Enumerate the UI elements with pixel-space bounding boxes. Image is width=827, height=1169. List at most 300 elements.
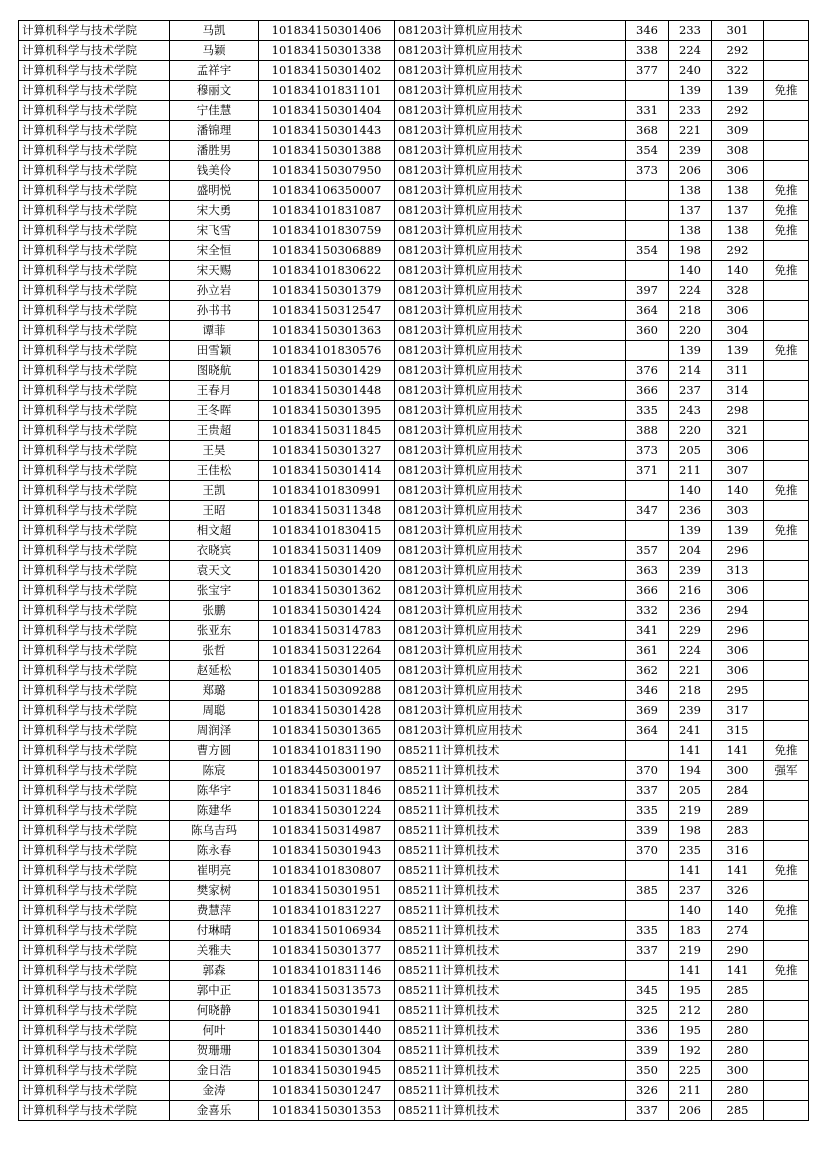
- score-retest-cell: 211: [669, 461, 712, 481]
- score-retest-cell: 205: [669, 781, 712, 801]
- major-cell: 081203计算机应用技术: [395, 141, 626, 161]
- candidate-id-cell: 101834150312547: [259, 301, 395, 321]
- major-cell: 081203计算机应用技术: [395, 121, 626, 141]
- major-cell: 081203计算机应用技术: [395, 701, 626, 721]
- score-final-cell: 289: [712, 801, 764, 821]
- candidate-id-cell: 101834150301941: [259, 1001, 395, 1021]
- college-cell: 计算机科学与技术学院: [19, 321, 170, 341]
- table-row: [19, 661, 809, 681]
- score-final-cell: 298: [712, 401, 764, 421]
- major-cell: 081203计算机应用技术: [395, 241, 626, 261]
- score-final-cell: 306: [712, 581, 764, 601]
- score-total-cell: 388: [626, 421, 669, 441]
- name-cell: 马颖: [170, 41, 259, 61]
- name-cell: 何叶: [170, 1021, 259, 1041]
- candidate-id-cell: 101834150314987: [259, 821, 395, 841]
- major-cell: 081203计算机应用技术: [395, 521, 626, 541]
- score-retest-cell: 194: [669, 761, 712, 781]
- name-cell: 周聪: [170, 701, 259, 721]
- candidate-id-cell: 101834101830759: [259, 221, 395, 241]
- candidate-id-cell: 101834150301247: [259, 1081, 395, 1101]
- note-cell: [764, 701, 809, 721]
- major-cell: 081203计算机应用技术: [395, 541, 626, 561]
- name-cell: 宋大勇: [170, 201, 259, 221]
- score-retest-cell: 218: [669, 681, 712, 701]
- table-row: [19, 621, 809, 641]
- score-retest-cell: 198: [669, 821, 712, 841]
- score-final-cell: 306: [712, 661, 764, 681]
- score-retest-cell: 233: [669, 21, 712, 41]
- name-cell: 付琳晴: [170, 921, 259, 941]
- note-cell: 免推: [764, 181, 809, 201]
- candidate-id-cell: 101834101831227: [259, 901, 395, 921]
- score-retest-cell: 224: [669, 641, 712, 661]
- major-cell: 081203计算机应用技术: [395, 501, 626, 521]
- candidate-id-cell: 101834150301377: [259, 941, 395, 961]
- college-cell: 计算机科学与技术学院: [19, 941, 170, 961]
- major-cell: 081203计算机应用技术: [395, 101, 626, 121]
- major-cell: 081203计算机应用技术: [395, 261, 626, 281]
- score-total-cell: 362: [626, 661, 669, 681]
- score-retest-cell: 141: [669, 861, 712, 881]
- note-cell: 免推: [764, 481, 809, 501]
- note-cell: [764, 721, 809, 741]
- table-row: [19, 841, 809, 861]
- note-cell: [764, 821, 809, 841]
- score-final-cell: 141: [712, 861, 764, 881]
- candidate-id-cell: 101834101831087: [259, 201, 395, 221]
- candidate-id-cell: 101834150301362: [259, 581, 395, 601]
- candidate-id-cell: 101834150301406: [259, 21, 395, 41]
- score-total-cell: 373: [626, 441, 669, 461]
- note-cell: [764, 1021, 809, 1041]
- score-retest-cell: 219: [669, 941, 712, 961]
- major-cell: 085211计算机技术: [395, 941, 626, 961]
- table-row: [19, 341, 809, 361]
- college-cell: 计算机科学与技术学院: [19, 81, 170, 101]
- table-row: [19, 1041, 809, 1061]
- score-retest-cell: 243: [669, 401, 712, 421]
- score-total-cell: 346: [626, 681, 669, 701]
- name-cell: 张宝宇: [170, 581, 259, 601]
- score-retest-cell: 204: [669, 541, 712, 561]
- note-cell: [764, 461, 809, 481]
- note-cell: [764, 1041, 809, 1061]
- table-row: [19, 1101, 809, 1121]
- candidate-id-cell: 101834101831101: [259, 81, 395, 101]
- college-cell: 计算机科学与技术学院: [19, 361, 170, 381]
- table-row: [19, 601, 809, 621]
- name-cell: 郭森: [170, 961, 259, 981]
- note-cell: [764, 1061, 809, 1081]
- score-retest-cell: 220: [669, 321, 712, 341]
- score-retest-cell: 139: [669, 341, 712, 361]
- name-cell: 王昊: [170, 441, 259, 461]
- note-cell: [764, 501, 809, 521]
- candidate-id-cell: 101834150301448: [259, 381, 395, 401]
- name-cell: 马凯: [170, 21, 259, 41]
- name-cell: 贺珊珊: [170, 1041, 259, 1061]
- college-cell: 计算机科学与技术学院: [19, 441, 170, 461]
- name-cell: 陈华宇: [170, 781, 259, 801]
- college-cell: 计算机科学与技术学院: [19, 521, 170, 541]
- table-row: [19, 941, 809, 961]
- candidate-id-cell: 101834150301443: [259, 121, 395, 141]
- score-retest-cell: 141: [669, 961, 712, 981]
- candidate-id-cell: 101834101831190: [259, 741, 395, 761]
- score-total-cell: 366: [626, 381, 669, 401]
- college-cell: 计算机科学与技术学院: [19, 61, 170, 81]
- score-final-cell: 296: [712, 621, 764, 641]
- college-cell: 计算机科学与技术学院: [19, 881, 170, 901]
- note-cell: [764, 121, 809, 141]
- score-final-cell: 317: [712, 701, 764, 721]
- score-retest-cell: 139: [669, 521, 712, 541]
- college-cell: 计算机科学与技术学院: [19, 581, 170, 601]
- name-cell: 金日浩: [170, 1061, 259, 1081]
- candidate-id-cell: 101834150301424: [259, 601, 395, 621]
- candidate-id-cell: 101834150106934: [259, 921, 395, 941]
- candidate-id-cell: 101834150309288: [259, 681, 395, 701]
- note-cell: [764, 381, 809, 401]
- score-retest-cell: 206: [669, 161, 712, 181]
- table-row: [19, 561, 809, 581]
- name-cell: 王佳松: [170, 461, 259, 481]
- score-final-cell: 138: [712, 221, 764, 241]
- candidate-id-cell: 101834150301420: [259, 561, 395, 581]
- name-cell: 王春月: [170, 381, 259, 401]
- candidate-id-cell: 101834150311348: [259, 501, 395, 521]
- table-row: [19, 401, 809, 421]
- note-cell: [764, 941, 809, 961]
- name-cell: 陈乌吉玛: [170, 821, 259, 841]
- score-total-cell: 337: [626, 781, 669, 801]
- score-final-cell: 285: [712, 981, 764, 1001]
- candidate-id-cell: 101834150301428: [259, 701, 395, 721]
- major-cell: 081203计算机应用技术: [395, 721, 626, 741]
- name-cell: 孟祥宇: [170, 61, 259, 81]
- college-cell: 计算机科学与技术学院: [19, 161, 170, 181]
- candidate-id-cell: 101834150301405: [259, 661, 395, 681]
- major-cell: 081203计算机应用技术: [395, 41, 626, 61]
- score-retest-cell: 206: [669, 1101, 712, 1121]
- college-cell: 计算机科学与技术学院: [19, 241, 170, 261]
- college-cell: 计算机科学与技术学院: [19, 621, 170, 641]
- college-cell: 计算机科学与技术学院: [19, 481, 170, 501]
- note-cell: 免推: [764, 901, 809, 921]
- table-row: [19, 481, 809, 501]
- table-row: [19, 821, 809, 841]
- score-final-cell: 307: [712, 461, 764, 481]
- table-row: [19, 541, 809, 561]
- name-cell: 郭中正: [170, 981, 259, 1001]
- table-row: [19, 461, 809, 481]
- score-retest-cell: 229: [669, 621, 712, 641]
- score-total-cell: 368: [626, 121, 669, 141]
- candidate-id-cell: 101834101830807: [259, 861, 395, 881]
- candidate-id-cell: 101834150311845: [259, 421, 395, 441]
- college-cell: 计算机科学与技术学院: [19, 901, 170, 921]
- note-cell: 免推: [764, 861, 809, 881]
- score-retest-cell: 241: [669, 721, 712, 741]
- score-total-cell: 370: [626, 761, 669, 781]
- major-cell: 081203计算机应用技术: [395, 641, 626, 661]
- college-cell: 计算机科学与技术学院: [19, 681, 170, 701]
- score-retest-cell: 192: [669, 1041, 712, 1061]
- score-retest-cell: 138: [669, 221, 712, 241]
- major-cell: 081203计算机应用技术: [395, 181, 626, 201]
- name-cell: 潘胜男: [170, 141, 259, 161]
- candidate-id-cell: 101834150301304: [259, 1041, 395, 1061]
- score-retest-cell: 240: [669, 61, 712, 81]
- score-total-cell: 364: [626, 301, 669, 321]
- note-cell: [764, 321, 809, 341]
- college-cell: 计算机科学与技术学院: [19, 221, 170, 241]
- name-cell: 张亚东: [170, 621, 259, 641]
- name-cell: 王昭: [170, 501, 259, 521]
- candidate-id-cell: 101834101830622: [259, 261, 395, 281]
- table-row: [19, 1021, 809, 1041]
- candidate-id-cell: 101834150301395: [259, 401, 395, 421]
- note-cell: [764, 301, 809, 321]
- score-retest-cell: 236: [669, 601, 712, 621]
- college-cell: 计算机科学与技术学院: [19, 821, 170, 841]
- score-retest-cell: 235: [669, 841, 712, 861]
- note-cell: [764, 61, 809, 81]
- candidate-id-cell: 101834101831146: [259, 961, 395, 981]
- name-cell: 宁佳慧: [170, 101, 259, 121]
- score-retest-cell: 220: [669, 421, 712, 441]
- score-retest-cell: 195: [669, 981, 712, 1001]
- major-cell: 081203计算机应用技术: [395, 161, 626, 181]
- college-cell: 计算机科学与技术学院: [19, 1021, 170, 1041]
- score-total-cell: [626, 901, 669, 921]
- candidate-id-cell: 101834150301388: [259, 141, 395, 161]
- college-cell: 计算机科学与技术学院: [19, 461, 170, 481]
- score-final-cell: 292: [712, 101, 764, 121]
- name-cell: 钱美伶: [170, 161, 259, 181]
- score-retest-cell: 140: [669, 901, 712, 921]
- major-cell: 085211计算机技术: [395, 741, 626, 761]
- college-cell: 计算机科学与技术学院: [19, 781, 170, 801]
- major-cell: 081203计算机应用技术: [395, 621, 626, 641]
- candidate-id-cell: 101834150301379: [259, 281, 395, 301]
- table-row: [19, 421, 809, 441]
- note-cell: [764, 241, 809, 261]
- major-cell: 085211计算机技术: [395, 901, 626, 921]
- table-row: [19, 581, 809, 601]
- college-cell: 计算机科学与技术学院: [19, 401, 170, 421]
- table-row: [19, 101, 809, 121]
- college-cell: 计算机科学与技术学院: [19, 861, 170, 881]
- major-cell: 081203计算机应用技术: [395, 381, 626, 401]
- score-table-body: [19, 21, 809, 1121]
- score-final-cell: 300: [712, 1061, 764, 1081]
- score-final-cell: 139: [712, 521, 764, 541]
- candidate-id-cell: 101834150306889: [259, 241, 395, 261]
- table-row: [19, 1061, 809, 1081]
- score-retest-cell: 239: [669, 701, 712, 721]
- college-cell: 计算机科学与技术学院: [19, 41, 170, 61]
- college-cell: 计算机科学与技术学院: [19, 101, 170, 121]
- candidate-id-cell: 101834150311409: [259, 541, 395, 561]
- note-cell: [764, 561, 809, 581]
- note-cell: [764, 921, 809, 941]
- table-row: [19, 901, 809, 921]
- score-final-cell: 314: [712, 381, 764, 401]
- score-final-cell: 274: [712, 921, 764, 941]
- name-cell: 衣晓宾: [170, 541, 259, 561]
- candidate-id-cell: 101834150301327: [259, 441, 395, 461]
- score-retest-cell: 224: [669, 41, 712, 61]
- name-cell: 王贵超: [170, 421, 259, 441]
- table-row: [19, 881, 809, 901]
- score-total-cell: 337: [626, 941, 669, 961]
- score-total-cell: 369: [626, 701, 669, 721]
- score-final-cell: 280: [712, 1081, 764, 1101]
- college-cell: 计算机科学与技术学院: [19, 261, 170, 281]
- candidate-id-cell: 101834101830576: [259, 341, 395, 361]
- score-total-cell: 335: [626, 921, 669, 941]
- note-cell: [764, 401, 809, 421]
- table-row: [19, 521, 809, 541]
- note-cell: [764, 881, 809, 901]
- college-cell: 计算机科学与技术学院: [19, 1001, 170, 1021]
- major-cell: 085211计算机技术: [395, 981, 626, 1001]
- college-cell: 计算机科学与技术学院: [19, 741, 170, 761]
- note-cell: 免推: [764, 521, 809, 541]
- score-total-cell: 326: [626, 1081, 669, 1101]
- candidate-id-cell: 101834101830415: [259, 521, 395, 541]
- note-cell: [764, 101, 809, 121]
- score-total-cell: 339: [626, 821, 669, 841]
- score-total-cell: 325: [626, 1001, 669, 1021]
- college-cell: 计算机科学与技术学院: [19, 301, 170, 321]
- college-cell: 计算机科学与技术学院: [19, 801, 170, 821]
- major-cell: 085211计算机技术: [395, 921, 626, 941]
- table-row: [19, 701, 809, 721]
- name-cell: 陈建华: [170, 801, 259, 821]
- score-final-cell: 311: [712, 361, 764, 381]
- candidate-id-cell: 101834150301365: [259, 721, 395, 741]
- major-cell: 081203计算机应用技术: [395, 661, 626, 681]
- note-cell: [764, 281, 809, 301]
- score-total-cell: [626, 741, 669, 761]
- score-final-cell: 280: [712, 1001, 764, 1021]
- score-total-cell: [626, 481, 669, 501]
- score-total-cell: 366: [626, 581, 669, 601]
- score-total-cell: 397: [626, 281, 669, 301]
- score-final-cell: 292: [712, 41, 764, 61]
- score-retest-cell: 195: [669, 1021, 712, 1041]
- note-cell: [764, 641, 809, 661]
- score-total-cell: 377: [626, 61, 669, 81]
- name-cell: 费慧萍: [170, 901, 259, 921]
- college-cell: 计算机科学与技术学院: [19, 21, 170, 41]
- major-cell: 081203计算机应用技术: [395, 581, 626, 601]
- table-row: [19, 161, 809, 181]
- college-cell: 计算机科学与技术学院: [19, 701, 170, 721]
- table-row: [19, 41, 809, 61]
- major-cell: 081203计算机应用技术: [395, 81, 626, 101]
- table-row: [19, 921, 809, 941]
- candidate-id-cell: 101834150307950: [259, 161, 395, 181]
- score-retest-cell: 237: [669, 381, 712, 401]
- college-cell: 计算机科学与技术学院: [19, 341, 170, 361]
- name-cell: 周润泽: [170, 721, 259, 741]
- name-cell: 谭菲: [170, 321, 259, 341]
- score-final-cell: 280: [712, 1021, 764, 1041]
- note-cell: 强军: [764, 761, 809, 781]
- candidate-id-cell: 101834150301951: [259, 881, 395, 901]
- score-retest-cell: 139: [669, 81, 712, 101]
- major-cell: 081203计算机应用技术: [395, 201, 626, 221]
- note-cell: [764, 981, 809, 1001]
- score-final-cell: 315: [712, 721, 764, 741]
- table-row: [19, 961, 809, 981]
- name-cell: 宋飞雪: [170, 221, 259, 241]
- table-row: [19, 1081, 809, 1101]
- note-cell: [764, 441, 809, 461]
- table-row: [19, 81, 809, 101]
- candidate-id-cell: 101834150314783: [259, 621, 395, 641]
- score-retest-cell: 236: [669, 501, 712, 521]
- score-final-cell: 301: [712, 21, 764, 41]
- name-cell: 何晓静: [170, 1001, 259, 1021]
- score-final-cell: 140: [712, 481, 764, 501]
- score-total-cell: 354: [626, 241, 669, 261]
- score-retest-cell: 140: [669, 261, 712, 281]
- score-total-cell: 373: [626, 161, 669, 181]
- table-row: [19, 201, 809, 221]
- candidate-id-cell: 101834450300197: [259, 761, 395, 781]
- score-final-cell: 138: [712, 181, 764, 201]
- score-final-cell: 295: [712, 681, 764, 701]
- note-cell: [764, 681, 809, 701]
- name-cell: 陈宸: [170, 761, 259, 781]
- score-final-cell: 303: [712, 501, 764, 521]
- score-final-cell: 284: [712, 781, 764, 801]
- table-row: [19, 181, 809, 201]
- score-final-cell: 321: [712, 421, 764, 441]
- score-total-cell: [626, 201, 669, 221]
- name-cell: 潘锦理: [170, 121, 259, 141]
- name-cell: 王凯: [170, 481, 259, 501]
- score-total-cell: [626, 181, 669, 201]
- score-total-cell: 346: [626, 21, 669, 41]
- table-row: [19, 441, 809, 461]
- note-cell: [764, 621, 809, 641]
- score-total-cell: [626, 861, 669, 881]
- score-total-cell: 339: [626, 1041, 669, 1061]
- candidate-id-cell: 101834150301429: [259, 361, 395, 381]
- name-cell: 穆丽文: [170, 81, 259, 101]
- college-cell: 计算机科学与技术学院: [19, 961, 170, 981]
- candidate-id-cell: 101834150301414: [259, 461, 395, 481]
- candidate-id-cell: 101834150301440: [259, 1021, 395, 1041]
- note-cell: [764, 21, 809, 41]
- candidate-id-cell: 101834150301353: [259, 1101, 395, 1121]
- score-final-cell: 306: [712, 441, 764, 461]
- table-row: [19, 741, 809, 761]
- score-final-cell: 292: [712, 241, 764, 261]
- college-cell: 计算机科学与技术学院: [19, 1041, 170, 1061]
- table-row: [19, 221, 809, 241]
- score-final-cell: 296: [712, 541, 764, 561]
- major-cell: 085211计算机技术: [395, 841, 626, 861]
- score-final-cell: 316: [712, 841, 764, 861]
- score-final-cell: 280: [712, 1041, 764, 1061]
